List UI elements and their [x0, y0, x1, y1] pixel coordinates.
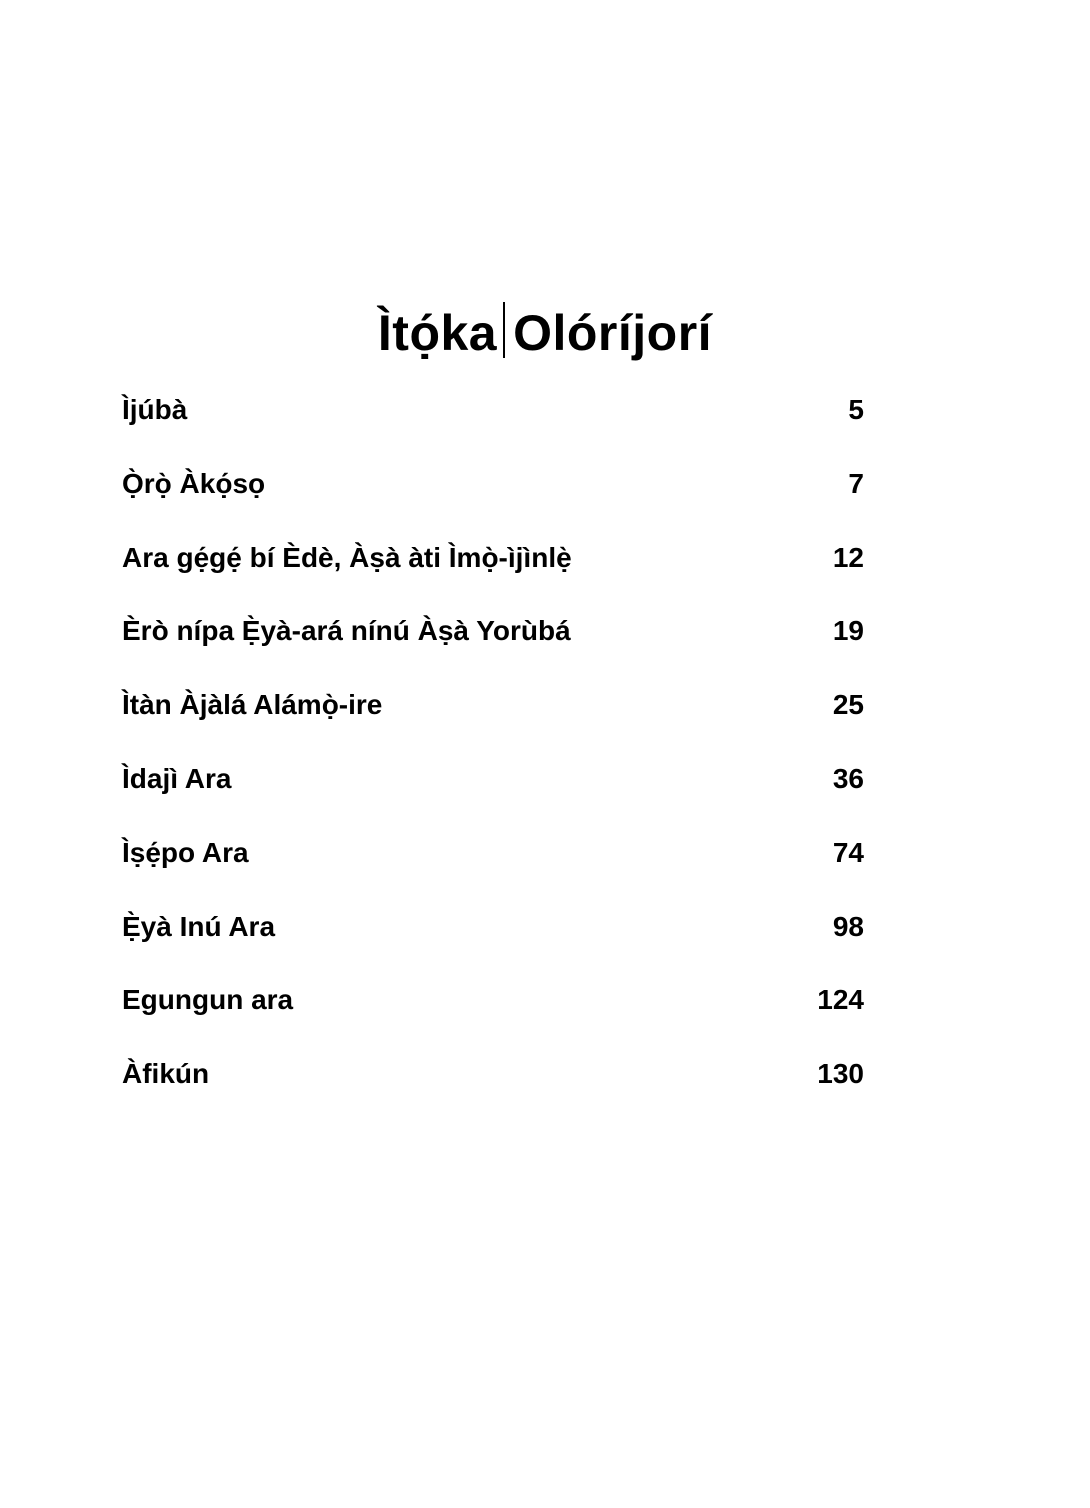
toc-entry [122, 1050, 864, 1124]
toc-entry-label: Ìdajì Ara [122, 762, 232, 794]
toc-entry-label: Ìjúbà [122, 394, 188, 425]
toc-entry [122, 903, 864, 977]
toc-entry-label: Ara gẹ́gẹ́ bí Èdè, Àṣà àti Ìmọ̀-ìjìnlẹ̀ [122, 541, 572, 573]
toc-entry [122, 607, 864, 681]
title-part-2: Olóríjorí [513, 304, 713, 361]
title-part-1: Ìtọ́ka [377, 304, 498, 361]
toc-entry-page: 98 [832, 910, 864, 942]
toc-entry-page: 19 [832, 615, 864, 647]
toc-entry-page: 124 [817, 984, 864, 1016]
toc-entry-page: 25 [832, 689, 864, 721]
toc-entry [122, 976, 864, 1050]
toc-entry [122, 460, 864, 534]
toc-entry [122, 829, 864, 903]
toc-entry [122, 534, 864, 608]
toc-entry-label: Àfikún [122, 1058, 210, 1090]
text-cursor [503, 302, 505, 358]
toc-entry [122, 681, 864, 755]
toc-entry-label: Ọ̀rọ̀ Àkọ́sọ [122, 467, 266, 499]
toc-entry-page: 5 [848, 394, 864, 425]
table-of-contents [122, 386, 864, 1124]
toc-entry-page: 36 [832, 762, 864, 794]
toc-entry-label: Ẹ̀yà Inú Ara [122, 910, 276, 942]
toc-entry-label: Ìtàn Àjàlá Alámọ̀-ire [122, 689, 383, 721]
toc-entry [122, 755, 864, 829]
toc-entry-label: Èrò nípa Ẹ̀yà-ará nínú Àṣà Yorùbá [122, 615, 571, 647]
toc-entry [122, 386, 864, 460]
toc-entry-label: Ìṣẹ́po Ara [122, 836, 249, 868]
toc-entry-page: 74 [832, 836, 864, 868]
toc-entry-page: 130 [817, 1058, 864, 1090]
toc-entry-label: Egungun ara [122, 984, 294, 1016]
toc-entry-page: 12 [832, 541, 864, 573]
page-title [0, 302, 1090, 363]
toc-entry-page: 7 [848, 467, 864, 499]
